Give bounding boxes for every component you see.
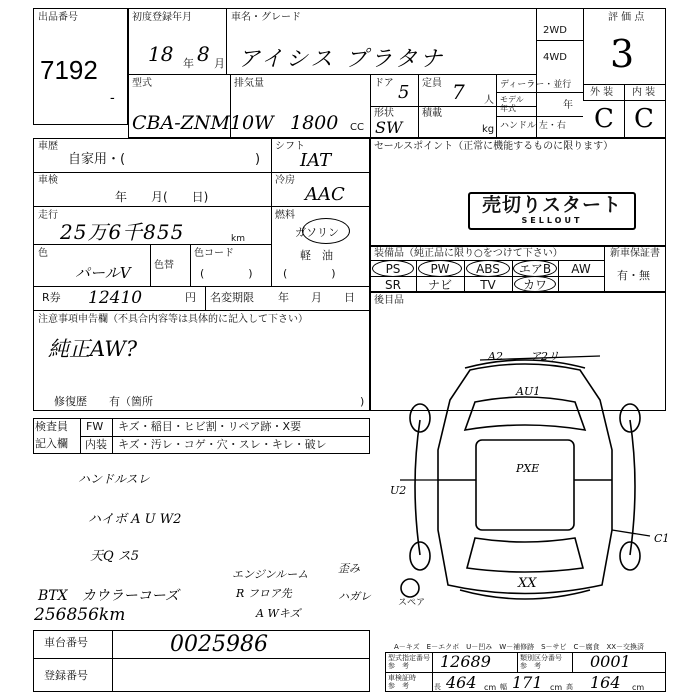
handle-label: ハンドル 左・右 [500, 121, 566, 131]
equip-tv: TV [480, 278, 496, 292]
dmg-pxe: PXE [516, 462, 540, 475]
dmg-spare: スペア [398, 598, 426, 608]
fuel-gas-circle [302, 218, 350, 244]
lot-label: 出品番号 [38, 12, 78, 23]
repair-label: 修復歴 有（箇所 [54, 395, 153, 408]
warranty-label: 新車保証書 [610, 248, 660, 259]
color-change-label: 色替 [154, 260, 174, 271]
equip-pw: PW [430, 262, 450, 276]
rear-seat-label: 後目品 [374, 295, 404, 306]
ac-value: AAC [305, 184, 345, 205]
history-value: 自家用・( [68, 152, 126, 167]
shape: SW [375, 118, 403, 137]
circle-ps [372, 260, 414, 277]
dmg-xx: XX [518, 576, 537, 591]
width-value: 171 [512, 673, 543, 692]
equip-abs: ABS [476, 262, 500, 276]
load-label: 積載 [422, 108, 442, 119]
lot-mark: - [110, 90, 115, 106]
color-value: パールV [75, 264, 131, 282]
note-2: ハイボ A U W2 [88, 512, 182, 527]
dim-label: 車検証時 参 考 [388, 674, 416, 690]
interior-grade: C [634, 104, 654, 134]
shift-label: シフト [275, 141, 305, 152]
side-note-1: エンジンルーム [232, 568, 309, 581]
equipment-label: 装備品（純正品に限り○をつけて下さい） [374, 248, 563, 259]
color-label: 色 [38, 248, 48, 259]
circle-airbag [513, 260, 557, 277]
dmg-c1: C1 [654, 532, 670, 545]
exterior-label: 外 装 [590, 87, 614, 98]
model-label: 型式 [132, 78, 152, 89]
sales-point-label: セールスポイント（正常に機能するものに限ります） [374, 141, 614, 152]
score: 3 [610, 32, 635, 76]
reg-label: 登録番号 [44, 669, 88, 682]
dmg-a2: A2 [488, 350, 503, 363]
side-note-3: A Wキズ [256, 607, 301, 620]
circle-pw [418, 260, 462, 277]
fuel-diesel: 軽 油 [300, 249, 333, 262]
length-value: 464 [446, 673, 477, 692]
color-code-label: 色コード [194, 248, 234, 259]
notes-value: 純正AW? [48, 337, 138, 361]
side-note-2: R フロア先 [236, 587, 292, 600]
fw-label: FW [86, 420, 104, 433]
first-reg-label: 初度登録年月 [132, 12, 192, 23]
shape-label: 形状 [374, 108, 394, 119]
model-code: CBA-ZNM10W [132, 112, 274, 134]
shift-value: IAT [300, 150, 332, 171]
sellout-stamp: 売切りスタート SELLOUT [468, 192, 636, 230]
circle-abs [466, 260, 510, 277]
equip-aw: AW [571, 262, 591, 276]
note-1: ハンドルスレ [78, 472, 150, 486]
inspection-value: 年 月( 日) [115, 190, 209, 204]
dealer-label: ディーラー・並行 [500, 80, 572, 90]
fuel-gas: ガソリン [295, 226, 339, 239]
doors: 5 [398, 82, 410, 103]
car-name: アイシス プラタナ [238, 47, 446, 72]
note-3: 天Q ス5 [90, 549, 140, 564]
equip-leather: カワ [522, 278, 547, 292]
equip-ps: PS [385, 262, 401, 276]
legend: A－キズ E－エクボ U－凹み W－補修跡 S－サビ C－腐食 XX－交換済 [394, 643, 645, 651]
lot-number: 7192 [40, 55, 98, 85]
circle-leather [514, 276, 556, 292]
drive-4wd: 4WD [543, 52, 567, 63]
r-ticket-label: R券 [42, 291, 61, 304]
inspector-label2: 記入欄 [35, 437, 68, 450]
interior-label: 内 装 [632, 87, 656, 98]
inspector-label1: 検査員 [35, 420, 68, 433]
name-change-label: 名変期限 [210, 291, 254, 304]
car-name-label: 車名・グレード [231, 12, 301, 23]
auction-sheet: 出品番号 7192 - 初度登録年月 18 年 8 月 車名・グレード アイシス プラタナ 2WD 4WD 評 価 点 3 型式 CBA-ZNM10W 排気量 1800 CC ドア 5 定員 7 人 形状 SW 積載 kg ディーラー・並行 モデル 年式 年 ハンドル 左・右 外 装 内 装 C C 車歴 自家用・( ) シフト IAT 車検 年 月( 日) 冷房 AAC 走行 25万6千855 km 燃料 ガソリン 軽 油 ( ) 色 パールV 色替 色コード ( ) R券 12410 円 名変期限 年 月 日 注意事項申告欄（不具合内容等は具体的に記入して下さい） 純正AW? 修復歴 有（箇所 ) セールスポイント（正常に機能するものに限ります） 売切りスタート SELLOUT 装備品（純正品に限り○をつけて下さい） 新車保証書 有・無 PS PW ABS エアB AW SR ナビ TV カワ 後目品 検査員 記入欄 FW キズ・稲目・ヒビ割・リペア跡・X要 内装 キズ・汚レ・コゲ・穴・スレ・キレ・破レ ハンドルスレ ハイボ A U W2 天Q ス5 BTX カウラーコーズ 256856km エンジンルーム R フロア先 A Wキズ 歪み ハガレ A2 ア2リ AU1 PXE U2 C1 XX スペア 車台番号 0025986 登録番号 A－キズ E－エクボ U－凹み W－補修跡 S－サビ C－腐食 XX－交換済 型式指定番号 参 考 12689 類別区分番号 参 考 0001 車検証時 参 考 長 464 cm 幅 171 cm 高 164 cm [0, 0, 700, 700]
name-change-value: 年 月 日 [278, 291, 355, 304]
int-text: キズ・汚レ・コゲ・穴・スレ・キレ・破レ [118, 438, 327, 451]
r-ticket-value: 12410 [88, 288, 143, 308]
displacement: 1800 [290, 112, 339, 134]
equip-sr: SR [385, 278, 401, 292]
chassis-label: 車台番号 [44, 636, 88, 649]
dmg-a2ri: ア2リ [530, 350, 559, 363]
capacity: 7 [452, 80, 465, 104]
type-cert-label: 型式指定番号 参 考 [388, 654, 430, 670]
height-value: 164 [590, 673, 621, 692]
notes-label: 注意事項申告欄（不具合内容等は具体的に記入して下さい） [38, 314, 308, 325]
equip-airbag: エアB [518, 262, 552, 276]
first-reg-year: 18 [148, 42, 174, 66]
drive-2wd: 2WD [543, 25, 567, 36]
warranty-value: 有・無 [617, 269, 650, 282]
category-label: 類別区分番号 参 考 [520, 654, 562, 670]
fuel-label: 燃料 [275, 210, 295, 221]
type-cert-value: 12689 [440, 652, 491, 671]
note-5: 256856km [34, 605, 126, 625]
dmg-u2: U2 [390, 484, 407, 497]
mileage-value: 25万6千855 [60, 220, 185, 244]
capacity-label: 定員 [422, 78, 442, 89]
model-year-label: モデル 年式 [500, 95, 524, 113]
exterior-grade: C [594, 104, 614, 134]
history-label: 車歴 [38, 141, 58, 152]
chassis-value: 0025986 [170, 632, 268, 657]
int-label: 内装 [85, 438, 107, 451]
displacement-label: 排気量 [234, 78, 264, 89]
note-4: BTX カウラーコーズ [38, 588, 179, 604]
doors-label: ドア [374, 78, 394, 89]
equip-navi: ナビ [427, 278, 452, 292]
score-label: 評 価 点 [608, 12, 645, 23]
category-value: 0001 [590, 652, 631, 671]
fw-text: キズ・稲目・ヒビ割・リペア跡・X要 [118, 420, 302, 433]
first-reg-month: 8 [197, 42, 210, 66]
dmg-au1: AU1 [516, 385, 541, 398]
mileage-label: 走行 [38, 210, 58, 221]
side-note-4: 歪み [338, 562, 360, 575]
side-note-5: ハガレ [338, 590, 371, 603]
ac-label: 冷房 [275, 175, 295, 186]
inspection-label: 車検 [38, 175, 58, 186]
